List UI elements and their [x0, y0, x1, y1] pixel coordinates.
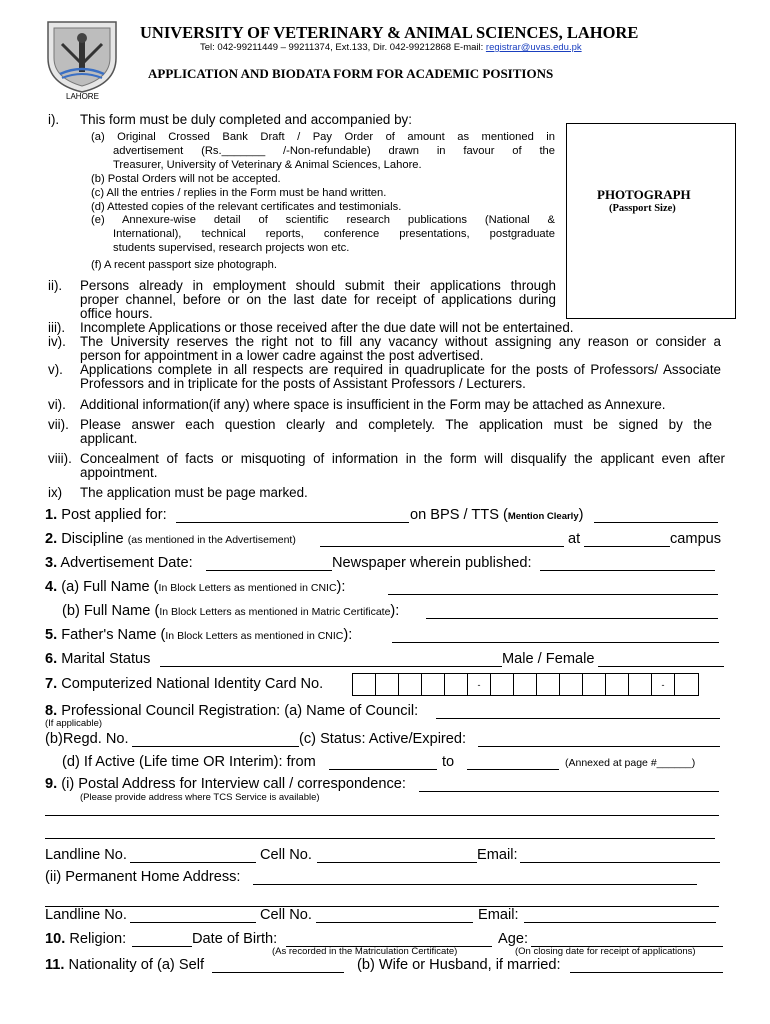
cell-input[interactable]: [316, 922, 473, 923]
gender-label: Male / Female: [502, 651, 595, 667]
q8-note: (If applicable): [45, 718, 103, 729]
email-label: Email:: [477, 847, 518, 863]
q6-line: [45, 651, 150, 667]
q9-num: 9.: [45, 776, 58, 792]
postal-address-line[interactable]: [45, 815, 719, 816]
q5-label: Father's Name (: [57, 627, 166, 643]
q5-end: ):: [343, 627, 353, 643]
q4-num: 4.: [45, 579, 58, 595]
q2-line: [45, 531, 296, 547]
q10-num: 10.: [45, 931, 66, 947]
q7-line: [45, 676, 323, 692]
sub-item-c: (c) All the entries / replies in the Form must be hand written.: [91, 187, 387, 199]
gender-input[interactable]: [598, 666, 724, 667]
bps-text: on BPS / TTS (: [410, 507, 508, 523]
instruction-text: applicant.: [80, 431, 138, 446]
father-name-input[interactable]: [392, 642, 719, 643]
instruction-text: Professors and in triplicate for the posts of Assistant Professors / Lecturers.: [80, 376, 526, 391]
item-num: viii).: [48, 451, 72, 466]
q4b-line: [62, 603, 399, 619]
cnic-digit-box[interactable]: [675, 674, 698, 695]
cnic-separator: -: [468, 674, 491, 695]
post-input[interactable]: [176, 522, 409, 523]
sub-item-e: students supervised, research projects won etc.: [113, 242, 350, 254]
q3-num: 3.: [45, 555, 58, 571]
newspaper-label: Newspaper wherein published:: [332, 555, 532, 571]
permanent-address-label: (ii) Permanent Home Address:: [45, 869, 241, 885]
instruction-text: Additional information(if any) where space is insufficient in the Form may be attached as Annexure.: [80, 397, 666, 412]
cnic-digit-box[interactable]: [353, 674, 376, 695]
postal-address-line[interactable]: [45, 838, 715, 839]
annexed-page-label: (Annexed at page #______): [565, 757, 696, 769]
item-num: iii).: [48, 320, 66, 335]
cnic-digit-box[interactable]: [606, 674, 629, 695]
active-from-label: (d) If Active (Life time OR Interim): from: [62, 754, 316, 770]
email-label: Email:: [478, 907, 519, 923]
cnic-digit-box[interactable]: [583, 674, 606, 695]
instruction-text: The application must be page marked.: [80, 485, 308, 500]
item-num: vii).: [48, 417, 69, 432]
contact-text: Tel: 042-99211449 – 99211374, Ext.133, Dir. 042-99212868 E-mail:: [200, 42, 486, 53]
email-input[interactable]: [524, 922, 716, 923]
item-num: iv).: [48, 334, 66, 349]
landline-input[interactable]: [130, 922, 256, 923]
sub-item-b: (b) Postal Orders will not be accepted.: [91, 173, 281, 185]
cnic-digit-box[interactable]: [491, 674, 514, 695]
email-input[interactable]: [520, 862, 720, 863]
q1-label: Post applied for:: [57, 507, 167, 523]
regd-no-input[interactable]: [132, 746, 299, 747]
sub-item-a: advertisement (Rs._______ /-Non-refundable) drawn in favour of the: [113, 145, 555, 157]
age-label: Age:: [498, 931, 529, 947]
instruction-text: The University reserves the right not to fill any vacancy without assigning any reason or consider a: [80, 334, 721, 349]
full-name-matric-input[interactable]: [426, 618, 718, 619]
sub-item-d: (d) Attested copies of the relevant certificates and testimonials.: [91, 201, 402, 213]
instruction-text: Please answer each question clearly and completely. The application must be signed by the: [80, 417, 712, 432]
q8-label: Professional Council Registration: (a) Name of Council:: [57, 703, 419, 719]
active-to-label: to: [442, 754, 455, 770]
q3-line: [45, 555, 193, 571]
landline-input[interactable]: [130, 862, 256, 863]
q7-num: 7.: [45, 676, 58, 692]
sub-item-a: (a) Original Crossed Bank Draft / Pay Order of amount as mentioned in: [91, 131, 555, 143]
q11-label: Nationality of (a) Self: [64, 957, 204, 973]
q4b-end: ):: [390, 603, 400, 619]
marital-status-input[interactable]: [160, 666, 502, 667]
q4a-line: [45, 579, 345, 595]
discipline-input[interactable]: [320, 546, 564, 547]
instruction-text: Persons already in employment should submit their applications through: [80, 278, 556, 293]
cnic-digit-box[interactable]: [376, 674, 399, 695]
age-note: (On closing date for receipt of applications): [515, 946, 696, 957]
permanent-address-input[interactable]: [253, 884, 697, 885]
q10-line: [45, 931, 126, 947]
dob-label: Date of Birth:: [192, 931, 278, 947]
cnic-boxes[interactable]: [352, 673, 699, 696]
item-num: ix): [48, 485, 63, 500]
photograph-title: PHOTOGRAPH: [597, 187, 691, 202]
email-link[interactable]: registrar@uvas.edu.pk: [485, 42, 582, 53]
form-title: APPLICATION AND BIODATA FORM FOR ACADEMIC POSITIONS: [148, 66, 554, 81]
cnic-digit-box[interactable]: [422, 674, 445, 695]
religion-input[interactable]: [132, 946, 192, 947]
nationality-spouse-input[interactable]: [570, 972, 723, 973]
cnic-digit-box[interactable]: [399, 674, 422, 695]
bps-close: ): [578, 507, 584, 523]
q9-label: (i) Postal Address for Interview call / correspondence:: [57, 776, 406, 792]
cell-label: Cell No.: [260, 847, 312, 863]
q4a-end: ):: [336, 579, 346, 595]
cnic-digit-box[interactable]: [560, 674, 583, 695]
nationality-self-input[interactable]: [212, 972, 344, 973]
instruction-text: appointment.: [80, 465, 158, 480]
cell-label: Cell No.: [260, 907, 312, 923]
cnic-digit-box[interactable]: [445, 674, 468, 695]
q11-line: [45, 957, 204, 973]
at-label: at: [568, 531, 581, 547]
q5-line: [45, 627, 352, 643]
cnic-digit-box[interactable]: [537, 674, 560, 695]
sub-item-e: (e) Annexure-wise detail of scientific research publications (National &: [91, 214, 555, 226]
sub-item-a: Treasurer, University of Veterinary & Animal Sciences, Lahore.: [113, 159, 422, 171]
q6-num: 6.: [45, 651, 58, 667]
dob-note: (As recorded in the Matriculation Certificate): [272, 946, 458, 957]
sub-item-f: (f) A recent passport size photograph.: [91, 259, 277, 271]
spouse-nationality-label: (b) Wife or Husband, if married:: [357, 957, 561, 973]
bps-label: [410, 507, 584, 523]
ad-date-input[interactable]: [206, 570, 332, 571]
active-from-input[interactable]: [329, 769, 437, 770]
cell-input[interactable]: [317, 862, 477, 863]
status-label: (c) Status: Active/Expired:: [299, 731, 467, 747]
regd-no-label: (b)Regd. No.: [45, 731, 129, 747]
active-to-input[interactable]: [467, 769, 559, 770]
q9-line: [45, 776, 406, 792]
university-name: UNIVERSITY OF VETERINARY & ANIMAL SCIENCES, LAHORE: [140, 23, 639, 42]
campus-label: campus: [670, 531, 722, 547]
logo-caption: LAHORE: [66, 92, 99, 101]
postal-address-input[interactable]: [419, 791, 719, 792]
item-num: ii).: [48, 278, 63, 293]
q5-num: 5.: [45, 627, 58, 643]
cnic-digit-box[interactable]: [629, 674, 652, 695]
instruction-text: This form must be duly completed and accompanied by:: [80, 112, 412, 127]
q4b-label: (b) Full Name (: [62, 603, 160, 619]
item-num: v).: [48, 362, 63, 377]
instruction-text: proper channel, before or on the last date for receipt of applications during: [80, 292, 556, 307]
campus-input[interactable]: [584, 546, 670, 547]
q1-line: [45, 507, 167, 523]
q4a-label: (a) Full Name (: [57, 579, 159, 595]
q10-label: Religion:: [65, 931, 127, 947]
permanent-address-line[interactable]: [45, 906, 719, 907]
landline-label: Landline No.: [45, 847, 127, 863]
item-num: i).: [48, 112, 60, 127]
q2-num: 2.: [45, 531, 58, 547]
q6-label: Marital Status: [57, 651, 151, 667]
instruction-text: Concealment of facts or misquoting of information in the form will disqualify the applicant even after: [80, 451, 725, 466]
newspaper-input[interactable]: [540, 570, 715, 571]
landline-label: Landline No.: [45, 907, 127, 923]
council-name-input[interactable]: [436, 718, 720, 719]
q8-line: [45, 703, 418, 719]
q4b-note: In Block Letters as mentioned in Matric Certificate: [159, 606, 391, 618]
q9-note: (Please provide address where TCS Service is available): [80, 792, 320, 803]
full-name-cnic-input[interactable]: [388, 594, 718, 595]
q3-label: Advertisement Date:: [57, 555, 193, 571]
mention-clearly: Mention Clearly: [507, 511, 579, 522]
cnic-separator: -: [652, 674, 675, 695]
q11-num: 11.: [45, 957, 65, 973]
cnic-digit-box[interactable]: [514, 674, 537, 695]
q2-note: (as mentioned in the Advertisement): [127, 534, 296, 546]
q8-num: 8.: [45, 703, 58, 719]
q1-num: 1.: [45, 507, 58, 523]
q5-note: In Block Letters as mentioned in CNIC: [165, 630, 344, 642]
instruction-text: person for appointment in a lower cadre against the post advertised.: [80, 348, 484, 363]
contact-line: [200, 42, 582, 53]
instruction-text: Incomplete Applications or those received after the due date will not be entertained.: [80, 320, 574, 335]
sub-item-e: International), technical reports, conference presentations, postgraduate: [113, 228, 555, 240]
university-logo: [42, 18, 122, 94]
photograph-subtitle: (Passport Size): [609, 203, 676, 214]
instruction-text: office hours.: [80, 306, 153, 321]
instruction-text: Applications complete in all respects are required in quadruplicate for the posts of Professors/ Associate: [80, 362, 721, 377]
bps-input[interactable]: [594, 522, 718, 523]
photograph-box: [566, 123, 736, 319]
q4a-note: In Block Letters as mentioned in CNIC: [158, 582, 337, 594]
item-num: vi).: [48, 397, 66, 412]
q2-label: Discipline: [57, 531, 128, 547]
status-input[interactable]: [478, 746, 720, 747]
q7-label: Computerized National Identity Card No.: [57, 676, 324, 692]
